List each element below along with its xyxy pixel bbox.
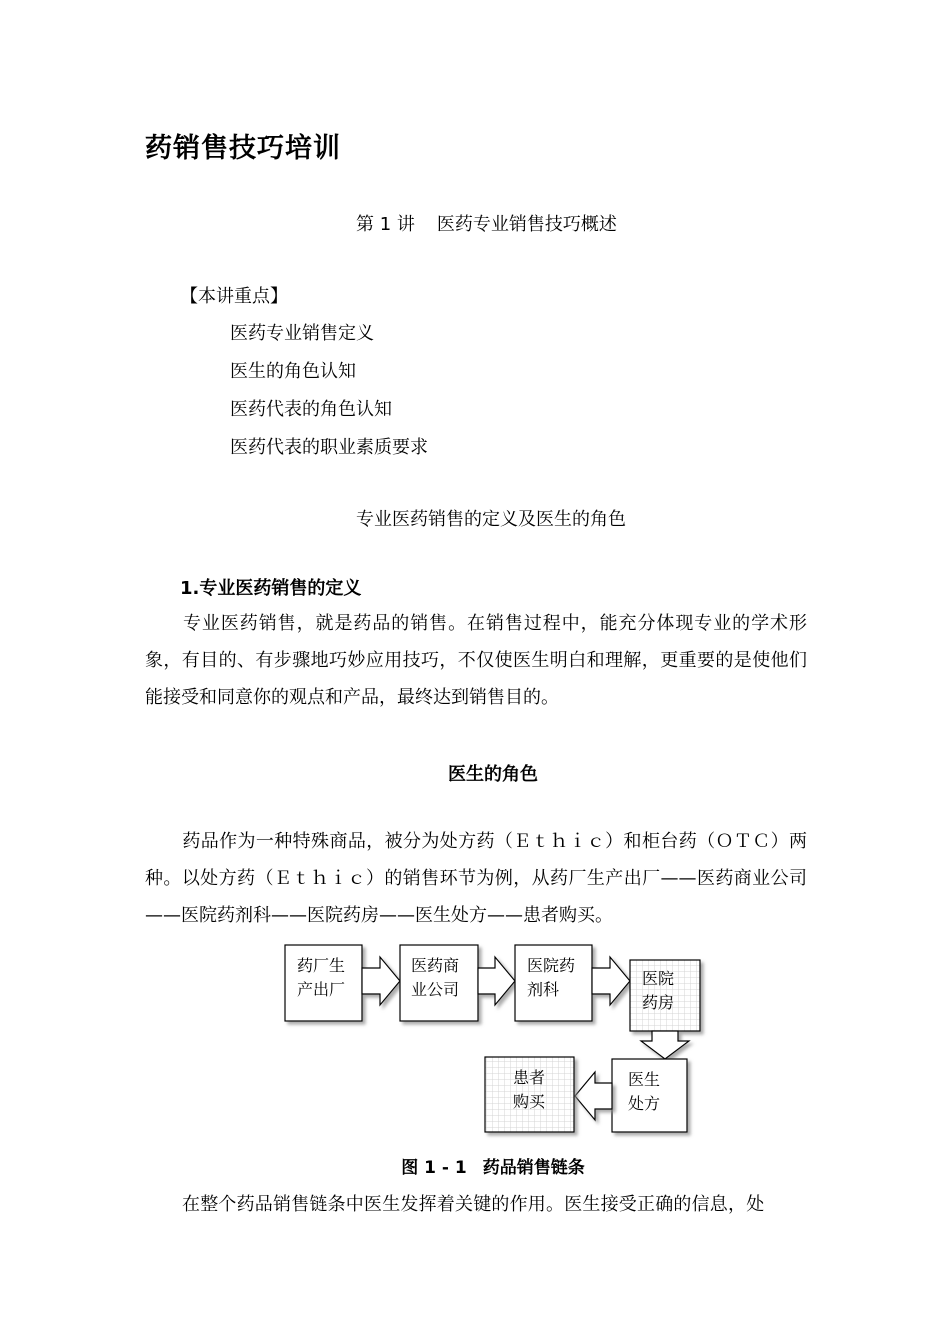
chain-box-pharmacy-dept-line1: 医院药: [527, 956, 576, 975]
chain-box-hospital-pharmacy: [630, 960, 700, 1031]
chain-box-pharmacy-dept: [515, 945, 592, 1021]
figure-caption-title: 药品销售链条: [482, 1158, 585, 1178]
key-points-heading: 【本讲重点】: [180, 286, 288, 307]
figure-caption: [0, 1153, 950, 1178]
chain-box-patient: [485, 1057, 574, 1132]
chain-box-wholesaler-line2: 业公司: [411, 980, 460, 999]
chain-box-wholesaler: [400, 945, 478, 1021]
paragraph-doctor-role: [145, 823, 807, 934]
arrow-right-icon: [592, 957, 630, 1005]
lecture-number: 第 1 讲: [356, 214, 415, 235]
paragraph-chain-role: [145, 1190, 764, 1216]
paragraph-doctor-role-text: 药品作为一种特殊商品，被分为处方药（Ｅｔｈｉｃ）和柜台药（ＯＴＣ）两种。以处方药（Ｅｔｈｉｃ）的销售环节为例，从药厂生产出厂——医药商业公司——医院药剂科——医院药房——医生处方——患者购买。: [145, 831, 807, 926]
document-title: 药销售技巧培训: [145, 133, 341, 164]
chain-box-doctor: [612, 1059, 687, 1132]
sales-chain-diagram: [270, 935, 720, 1145]
arrow-down-icon: [641, 1031, 689, 1059]
figure-caption-number: 图 1 - 1: [401, 1158, 467, 1178]
key-point-item: 医药代表的角色认知: [230, 399, 392, 420]
arrow-right-icon: [478, 957, 515, 1005]
lecture-title: [356, 210, 617, 236]
subsection-heading-doctor-role: 医生的角色: [448, 764, 538, 785]
chain-box-hospital-pharmacy-line1: 医院: [642, 969, 675, 988]
chain-box-patient-line2: 购买: [513, 1092, 546, 1111]
key-point-item: 医药代表的职业素质要求: [230, 437, 428, 458]
chain-box-doctor-line2: 处方: [628, 1094, 661, 1113]
chain-box-wholesaler-line1: 医药商: [411, 956, 460, 975]
chain-box-pharmacy-dept-line2: 剂科: [527, 980, 560, 999]
paragraph-chain-role-text: 在整个药品销售链条中医生发挥着关键的作用。医生接受正确的信息，处: [182, 1194, 765, 1215]
key-point-item: 医药专业销售定义: [230, 323, 374, 344]
key-point-item: 医生的角色认知: [230, 361, 356, 382]
chain-box-doctor-line1: 医生: [628, 1070, 661, 1089]
paragraph-definition: [145, 605, 807, 716]
subsection-heading-definition: 1.专业医药销售的定义: [180, 578, 362, 599]
paragraph-definition-text: 专业医药销售，就是药品的销售。在销售过程中，能充分体现专业的学术形象，有目的、有步骤地巧妙应用技巧，不仅使医生明白和理解，更重要的是使他们能接受和同意你的观点和产品，最终达到销售目的。: [145, 613, 807, 708]
chain-box-hospital-pharmacy-line2: 药房: [642, 993, 675, 1012]
lecture-name: 医药专业销售技巧概述: [436, 214, 617, 235]
chain-box-patient-line1: 患者: [513, 1068, 546, 1087]
section-title: 专业医药销售的定义及医生的角色: [356, 509, 626, 530]
chain-box-factory: [285, 945, 362, 1021]
arrow-left-icon: [575, 1072, 612, 1120]
chain-box-factory-line2: 产出厂: [297, 980, 346, 999]
arrow-right-icon: [362, 957, 400, 1005]
chain-box-factory-line1: 药厂生: [297, 956, 346, 975]
